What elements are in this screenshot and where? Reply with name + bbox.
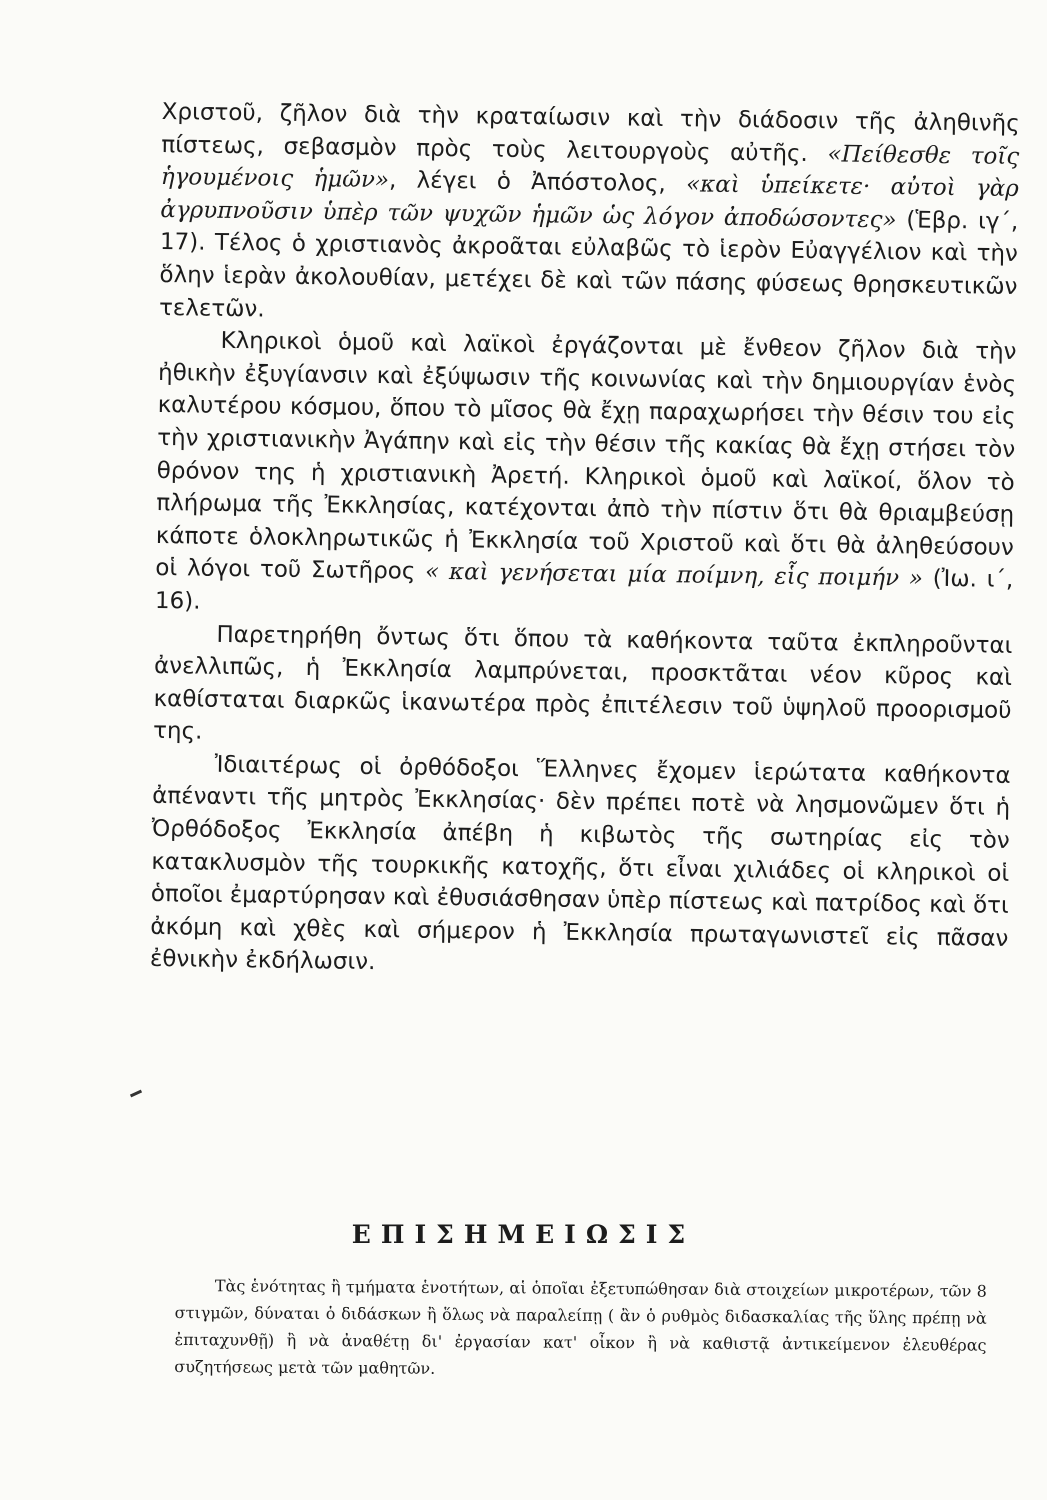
note-text: Τὰς ἑνότητας ἢ τμήματα ἑνοτήτων, αἱ ὁποῖαι ἐξετυπώθησαν διὰ στοιχείων μικροτέρων, τῶν 8 στιγμῶν, δύναται ὁ διδάσκων ἢ ὅλως νὰ παραλείπῃ ( ἂν ὁ ρυθμὸς διδασκαλίας τῆς ὕλης πρέπῃ νὰ ἐπιταχυνθῇ) ἢ νὰ ἀναθέτῃ δι' ἐργασίαν κατ' οἶκον ἢ νὰ καθιστᾷ ἀντικείμενον ἐλευθέρας συζητήσεως μετὰ τῶν μαθητῶν. xyxy=(174,1276,987,1378)
text-span: Ἰδιαιτέρως οἱ ὀρθόδοξοι Ἕλληνες ἔχομεν ἱερώτατα καθήκοντα ἀπέναντι τῆς μητρὸς Ἐκκλησίας· δὲν πρέπει ποτὲ νὰ λησμονῶμεν ὅτι ἡ Ὀρθόδοξος Ἐκκλησία ἀπέβη ἡ κιβωτὸς τῆς σωτηρίας εἰς τὸν κατακλυσμὸν τῆς τουρκικῆς κατοχῆς, ὅτι εἶναι χιλιάδες οἱ κληρικοὶ οἱ ὁποῖοι ἐμαρτύρησαν καὶ ἐθυσιάσθησαν ὑπὲρ πίστεως καὶ πατρίδος καὶ ὅτι ἀκόμη καὶ χθὲς καὶ σήμερον ἡ Ἐκκλησία πρωταγωνιστεῖ εἰς πᾶσαν ἐθνικὴν ἐκδήλωσιν. xyxy=(149,751,1011,976)
main-text-block xyxy=(150,96,1020,988)
text-span: , λέγει ὁ Ἀπόστολος, xyxy=(388,167,687,198)
text-span: Χριστοῦ, ζῆλον διὰ τὴν κραταίωσιν καὶ τὴν διάδοσιν τῆς ἀληθινῆς πίστεως, σεβασμὸν πρὸς τοὺς λειτουργοὺς αὐτῆς. xyxy=(161,98,1020,167)
text-span: Παρετηρήθη ὄντως ὅτι ὅπου τὰ καθήκοντα ταῦτα ἐκπληροῦνται ἀνελλιπῶς, ἡ Ἐκκλησία λαμπρύνεται, προσκτᾶται νέον κῦρος καὶ καθίσταται διαρκῶς ἱκανωτέρα πρὸς ἐπιτέλεσιν τοῦ ὑψηλοῦ προορισμοῦ της. xyxy=(152,621,1013,745)
paragraph-4 xyxy=(150,748,1011,988)
scripture-quote: «καὶ ὑπείκετε· αὐτοὶ γὰρ ἀγρυπνοῦσιν ὑπὲρ τῶν ψυχῶν ἡμῶν ὡς λόγον ἀποδώσοντες» xyxy=(160,171,1019,234)
paragraph-3 xyxy=(153,617,1013,759)
text-span: Κληρικοὶ ὁμοῦ καὶ λαϊκοὶ ἐργάζονται μὲ ἔνθεον ζῆλον διὰ τὴν ἠθικὴν ἐξυγίανσιν καὶ ἐξύψωσιν τῆς κοινωνίας καὶ τὴν δημιουργίαν ἑνὸς καλυτέρου κόσμου, ὅπου τὸ μῖσος θὰ ἔχῃ παραχωρήσει τὴν θέσιν του εἰς τὴν χριστιανικὴν Ἀγάπην καὶ εἰς τὴν θέσιν τῆς κακίας θὰ ἔχῃ στήσει τὸν θρόνον της ἡ χριστιανικὴ Ἀρετή. Κληρικοὶ ὁμοῦ καὶ λαϊκοί, ὅλον τὸ πλήρωμα τῆς Ἐκκλησίας, κατέχονται ἀπὸ τὴν πίστιν ὅτι θὰ θριαμβεύσῃ κάποτε ὁλοκληρωτικῶς ἡ Ἐκκλησία τοῦ Χριστοῦ καὶ ὅτι θὰ ἀληθεύσουν οἱ λόγοι τοῦ Σωτῆρος xyxy=(155,327,1017,586)
scripture-quote: «Πείθεσθε τοῖς ἡγουμένοις ἡμῶν» xyxy=(160,140,1020,194)
text-span: (Ἰω. ι΄, 16). xyxy=(154,565,1014,615)
paragraph-2 xyxy=(155,324,1017,629)
note-heading: ΕΠΙΣΗΜΕΙΩΣΙΣ xyxy=(351,1220,696,1249)
text-span: (Ἑβρ. ιγ΄, 17). Τέλος ὁ χριστιανὸς ἀκροᾶται εὐλαβῶς τὸ ἱερὸν Εὐαγγέλιον καὶ τὴν ὅλην ἱερὰν ἀκολουθίαν, μετέχει δὲ καὶ τῶν πάσης φύσεως θρησκευτικῶν τελετῶν. xyxy=(158,207,1019,323)
paragraph-1 xyxy=(159,96,1020,336)
scripture-quote: « καὶ γενήσεται μία ποίμνη, εἷς ποιμήν » xyxy=(424,559,924,592)
ink-mark xyxy=(130,1090,142,1098)
